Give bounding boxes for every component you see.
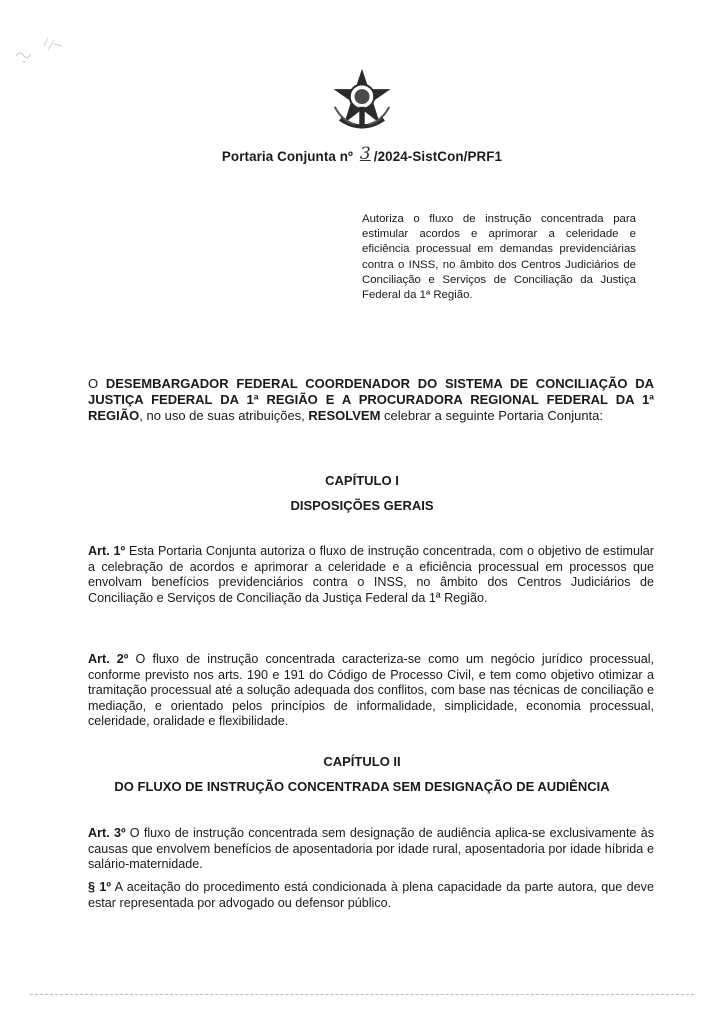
preamble xyxy=(88,376,654,424)
preamble-middle: , no uso de suas atribuições, xyxy=(139,408,305,423)
article-1 xyxy=(88,544,654,606)
chapter-1-number: CAPÍTULO I xyxy=(325,473,399,488)
preamble-lead: O xyxy=(88,376,99,391)
article-2-label: Art. 2º xyxy=(88,652,129,666)
article-3-label: Art. 3º xyxy=(88,826,126,840)
paragraph-1-text: A aceitação do procedimento está condicionada à plena capacidade da parte autora, que deve estar representada por advogado ou defensor público. xyxy=(88,880,654,910)
paragraph-1 xyxy=(88,880,654,911)
preamble-tail: celebrar a seguinte Portaria Conjunta: xyxy=(384,408,604,423)
preamble-authorities: DESEMBARGADOR FEDERAL COORDENADOR DO SISTEMA DE CONCILIAÇÃO DA JUSTIÇA FEDERAL DA 1ª REGIÃO E A PROCURADORA REGIONAL FEDERAL DA 1ª REGIÃO xyxy=(88,376,654,423)
chapter-2-number: CAPÍTULO II xyxy=(323,754,401,769)
preamble-verb: RESOLVEM xyxy=(308,408,381,423)
document-title xyxy=(0,146,724,166)
chapter-1-title: DISPOSIÇÕES GERAIS xyxy=(290,498,434,513)
title-number-handwritten: 3 xyxy=(359,144,371,164)
article-2-text: O fluxo de instrução concentrada caracteriza-se como um negócio jurídico processual, conforme previsto nos arts. 190 e 191 do Código de Processo Civil, e tem como objetivo otimizar a tramitação processual até a solução adequada dos conflitos, com base nas técnicas de conciliação e mediação, e orientado pelos princípios de informalidade, simplicidade, economia processual, celeridade, oralidade e flexibilidade. xyxy=(88,652,655,729)
article-3-text: O fluxo de instrução concentrada sem designação de audiência aplica-se exclusivamente às causas que envolvem benefícios de aposentadoria por idade rural, aposentadoria por idade híbrida e salário-maternidade. xyxy=(88,826,654,872)
article-3 xyxy=(88,826,654,873)
title-prefix: Portaria Conjunta nº xyxy=(221,149,354,164)
scan-artifact-mark xyxy=(10,32,90,72)
ementa-summary: Autoriza o fluxo de instrução concentrada para estimular acordos e aprimorar a celeridade e eficiência processual em demandas previdenciárias contra o INSS, no âmbito dos Centros Judiciários de Conciliação e Serviços de Conciliação da Justiça Federal da 1ª Região. xyxy=(362,213,636,302)
article-1-text: Esta Portaria Conjunta autoriza o fluxo de instrução concentrada, com o objetivo de estimular a celebração de acordos e aprimorar a celeridade e a eficiência processual em processos que envolvam benefícios previdenciários contra o INSS, no âmbito dos Centros Judiciários de Conciliação e Serviços de Conciliação da Justiça Federal da 1ª Região. xyxy=(88,544,655,605)
paragraph-1-label: § 1º xyxy=(88,880,111,894)
chapter-2-title: DO FLUXO DE INSTRUÇÃO CONCENTRADA SEM DESIGNAÇÃO DE AUDIÊNCIA xyxy=(114,779,610,794)
brazil-coat-of-arms-emblem xyxy=(328,66,396,134)
title-suffix: /2024-SistCon/PRF1 xyxy=(373,149,503,164)
page-bottom-divider xyxy=(30,994,694,995)
article-1-label: Art. 1º xyxy=(88,544,126,558)
article-2 xyxy=(88,652,654,730)
